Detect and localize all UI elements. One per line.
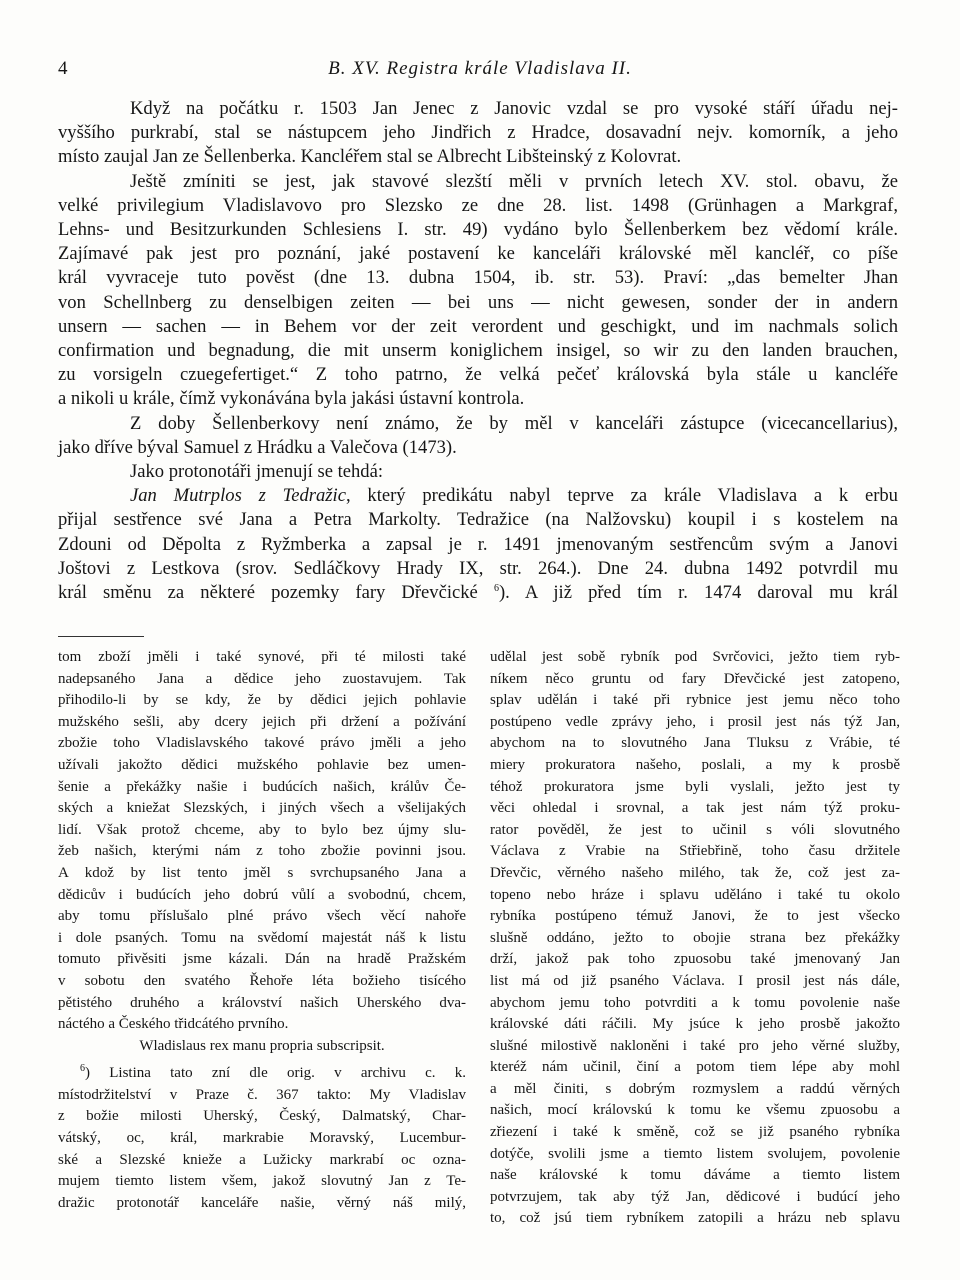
footnote-line: potvrzujem, tak aby týž Jan, dědicové i budúcí jeho [490,1188,900,1205]
text-line: místo zaujal Jan ze Šellenberka. Kancléřem stal se Albrecht Libšteinský z Kolovrat. [58,146,682,168]
footnote-line: pětistého druhého a království našich Uherského dva- [58,994,466,1011]
text-line: Joštovi z Lestkova (srov. Sedláčkovy Hrady IX, str. 264.). Dne 24. dubna 1492 potvrdil mu [58,557,898,579]
footnote-line: přihodilo-li by se kdy, že by dědici jejich pohlavie [58,692,466,709]
footnote-line: nadepsaného Jana a dědice jeho zuostavujem. Tak [58,670,466,687]
footnote-line: šenie a překážky našie i budúcích našich, králův Če- [58,778,466,795]
running-head: B. XV. Registra krále Vladislava II. [328,58,632,79]
footnote-line: dědicův i budúcích jeho dobrú vůlí a svobodnú, chcem, [58,886,466,903]
footnote-right-column [490,647,900,1230]
footnote-line: věci ohledal i srovnal, a tak jest nám týž proku- [490,800,900,817]
text-line: Když na počátku r. 1503 Jan Jenec z Janovic vzdal se pro vysoké stáří úřadu nej- [130,98,898,119]
footnote-line: rybníka postúpeno témuž Janovi, že to jest všecko [490,908,900,925]
text-line: Zajímavé pak jest pro poznání, jaké postavení ke kanceláři královské měl kancléř, co píše [58,243,898,265]
text-line: zu vorsigeln czuegefertiget.“ Z toho patrno, že velká pečeť královská byla stále u kancléře [58,364,898,386]
footnote-line: místodržitelství v Praze č. 367 takto: My Vladislav [58,1086,466,1103]
footnote-left-column [58,647,466,1214]
footnote-line: z božie milosti Uherský, Český, Dalmatský, Char- [58,1108,466,1125]
main-text [58,97,898,605]
footnote-line [58,1063,466,1085]
footnote-line: a měl činiti, s dobrým rozmyslem a raddú věrných [490,1080,900,1097]
footnote-line: dražic protonotář kanceláře našie, věrný náš milý, [58,1194,466,1211]
text-line: confirmation und begnadung, die mit unserm koniglichem insigel, so wir zu den landen brauchen, [58,340,898,362]
footnote-line: slušně oddáno, ježto to obojie strana bez překážky [490,929,900,946]
footnote-line: níkem něco gruntu od fary Dřevčické jest zatopeno, [490,670,900,687]
text-line: Z doby Šellenberkovy není známo, že by měl v kanceláři zástupce (vicecancellarius), [130,412,898,434]
footnote-line: v sobotu den svatého Řehoře léta božieho tisícého [58,972,466,989]
footnote-line: aby tomu příslušalo plné právo všech věcí nahoře [58,908,466,925]
footnote-line: i dole psaných. Tomu na svědomí majestát náš k listu [58,929,466,946]
text-line: vyššího purkrabí, stal se nástupcem jeho Jindřich z Hradce, dosavadní nejv. komorník, a jeho [58,122,898,144]
footnote-line: abychom jemu toho potvrditi a k tomu povolenie naše [490,994,900,1011]
footnote-line: ské a Slezské knieže a Lužicky markrabí oc ozna- [58,1151,466,1168]
text-line: unsern — sachen — in Behem vor der zeit verordent und geschigkt, und im nachmals solich [58,315,898,337]
footnote-line: udělal jest sobě rybník pod Svrčovici, ježto tiem ryb- [490,649,900,665]
footnote-line: A kdož by list tento jměl s svrchupsaného Jana a [58,864,466,881]
footnote-line: list má od již psaného Václava. I prosil jest nás dále, [490,972,900,989]
text-line: Zdouni od Děpolta z Ryžmberka a zapsal je r. 1491 jmenovaným sestřencům svým a Janovi [58,533,898,555]
text-line: Ještě zmíniti se jest, jak stavové slezští měli v prvních letech XV. stol. obavu, že [130,170,898,192]
footnote-line: slušné milostivě nakloněni i také pro jeho věrné služby, [490,1037,900,1054]
text-line: von Schellnberg zu denselbigen zeiten — bei uns — nicht gewesen, sonder der in andern [58,291,898,313]
footnote-ref: 6 [493,582,499,594]
footnote-line: zbožie toho Vladislavského takové právo jměli a jeho [58,735,466,752]
footnote-line: téhož prokuratora jsme byli vyslali, ježto jest ty [490,778,900,795]
text-line [58,581,898,605]
text-line: velké privilegium Vladislavovo pro Slezsko ze dne 28. list. 1498 (Grünhagen a Markgraf, [58,194,898,216]
footnote-line: Dřevčic, věrného našeho milého, tak že, což jest za- [490,864,900,881]
footnote-line: dotýče, svolili jsme a tiemto listem svolujem, povolenie [490,1145,900,1162]
footnote-line: užívali jakožto dědici mužského pohlavie bez umen- [58,756,466,773]
protonotary-name: Jan Mutrplos z Tedražic [130,485,346,507]
text-line: Lehns- und Besitzurkunden Schlesiens I. str. 49) vydáno bylo Šellenberkem bez vědomí krále. [58,219,898,241]
footnote-marker: 6 [80,1063,85,1075]
footnote-line: tomuto přivěsiti jsme kázali. Dán na hradě Pražském [58,951,466,968]
footnote-divider [58,636,144,637]
footnote-line: královské dáti ráčili. My jsúce k jeho prosbě jakožto [490,1016,900,1033]
footnote-line: naše královské k tomu dáváme a tiemto listem [490,1167,900,1184]
footnote-line: náctého a Českého třidcátého prvního. [58,1016,289,1033]
footnote-line: Václava z Vrabie na Střiebřině, toho času držitele [490,843,900,860]
footnote-line: abychom na to slovutného Jana Tluksu z Vrábie, té [490,735,900,752]
footnote-line: našich, mocí královskú k tomu ke všemu zpuosobu a [490,1102,900,1119]
footnote-line: rator pověděl, že jest to učinil s vóli slovutného [490,821,900,838]
text-line: přijal sestřence své Jana a Petra Markolty. Tedražice (na Nalžovsku) koupil i s kostelem na [58,509,898,531]
text-line: jako dříve býval Samuel z Hrádku a Valečova (1473). [58,436,457,458]
footnote-line: kteréž nám učinil, činí a potom tiem lépe aby mohl [490,1059,900,1076]
text-segment: král směnu za některé pozemky fary Dřevčické [58,582,478,604]
footnote-line: ských a kniežat Slezských, i jiných všech a všelijakých [58,800,466,817]
text-segment: ). A již před tím r. 1474 daroval mu král [498,582,898,604]
footnote-line: lidí. Však protož chceme, aby to bylo bez újmy slu- [58,821,466,838]
page-number: 4 [58,58,68,79]
text-segment: ) Listina tato zní dle orig. v archivu c. k. [85,1065,466,1082]
footnote-line: mužského sešli, aby dcery jejich při držení a požívání [58,713,466,730]
footnote-line: miery prokuratora našeho, poslali, a my k prosbě [490,756,900,773]
footnote-line: postúpeno vedle zprávy jeho, i prosil jest nás týž Jan, [490,713,900,730]
footnote-line: mujem tiemto listem všem, jakož slovutný Jan z Te- [58,1173,466,1190]
footnote-line: to, což jsú tiem rybníkem zatopili a hrázu neb splavu [490,1210,900,1227]
footnote-line: splav udělán i také při rybnice jest jemu něco toho [490,692,900,709]
text-segment: , který predikátu nabyl teprve za krále Vladislava a k erbu [345,485,898,507]
footnote-line: žeb našich, kterými nám z toho zbožie povinni jsou. [58,843,466,860]
text-line [58,484,898,508]
text-line: král vyvraceje tuto pověst (dne 13. dubna 1504, ib. str. 53). Praví: „das bemelter Jhan [58,267,898,289]
footnote-line: topeno nebo hráze i splavu uděláno i také tu okolo [490,886,900,903]
text-line: Jako protonotáři jmenují se tehdá: [130,461,384,483]
footnote-line: drží, jakož pak toho zpuosobu také jmenovaný Jan [490,951,900,968]
signature-line: Wladislaus rex manu propria subscripsit. [139,1037,385,1054]
footnote-line: zřiezení i také k směně, což se již psaného rybníka [490,1124,900,1141]
footnote-line: tom zboží jměli i také synové, při té milosti také [58,649,466,665]
text-line: a nikoli u krále, čímž vykonávána byla jakási ústavní kontrola. [58,388,525,410]
footnote-line: vátský, oc, král, markrabie Moravský, Lucembur- [58,1130,466,1147]
